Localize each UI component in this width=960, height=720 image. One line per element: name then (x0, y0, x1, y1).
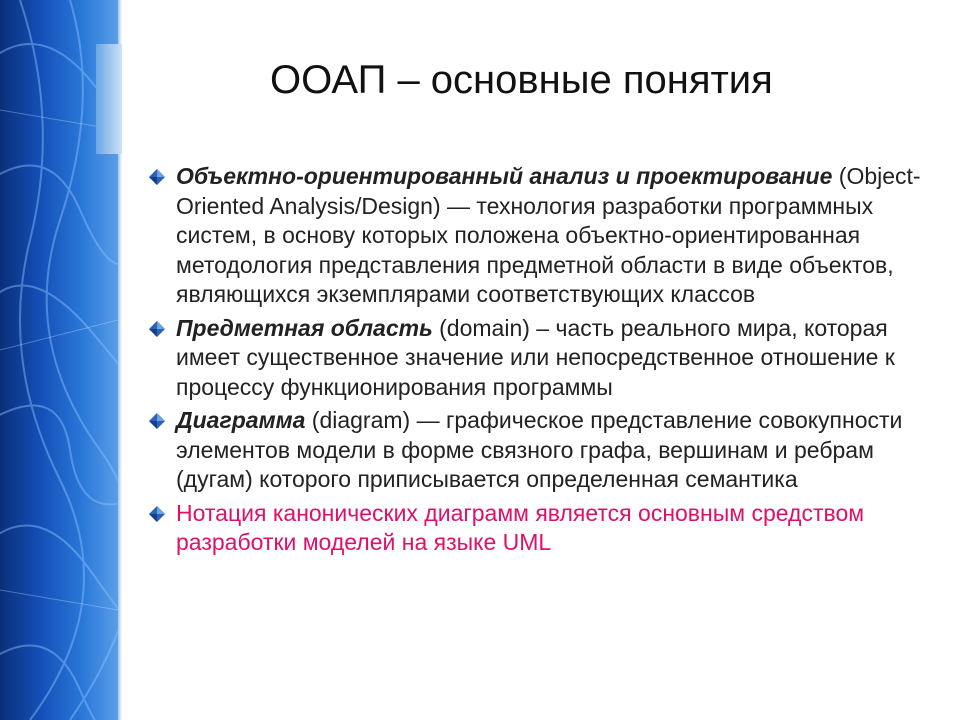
term: Диаграмма (176, 407, 306, 433)
bullet-list (148, 162, 938, 562)
term: Предметная область (176, 314, 433, 341)
list-item (148, 314, 938, 403)
diamond-bullet-icon (148, 412, 166, 430)
definition: (Object-Oriented Analysis/Design) — технология разработки программных систем, в основу которых положена объектно-ориентированная методология представления предметной области в виде объектов, являющихся экземплярами соответствующих классов (176, 163, 921, 307)
title-tab-accent (96, 44, 122, 154)
diamond-bullet-icon (148, 320, 166, 338)
list-item (148, 406, 938, 495)
diamond-bullet-icon (148, 168, 166, 186)
list-item-highlight (148, 499, 938, 558)
definition: (diagram) — графическое представление совокупности элементов модели в форме связного графа, вершинам и ребрам (дугам) которого приписывается определенная семантика (176, 407, 903, 492)
definition: (domain) – часть реального мира, которая имеет существенное значение или непосредственное отношение к процессу функционирования программы (176, 314, 895, 400)
slide-title: ООАП – основные понятия (270, 58, 773, 102)
list-item (148, 162, 938, 310)
diamond-bullet-icon (148, 505, 166, 523)
highlight-text: Нотация канонических диаграмм является основным средством разработки моделей на языке UML (176, 499, 865, 555)
term: Объектно-ориентированный анализ и проектирование (176, 163, 833, 189)
